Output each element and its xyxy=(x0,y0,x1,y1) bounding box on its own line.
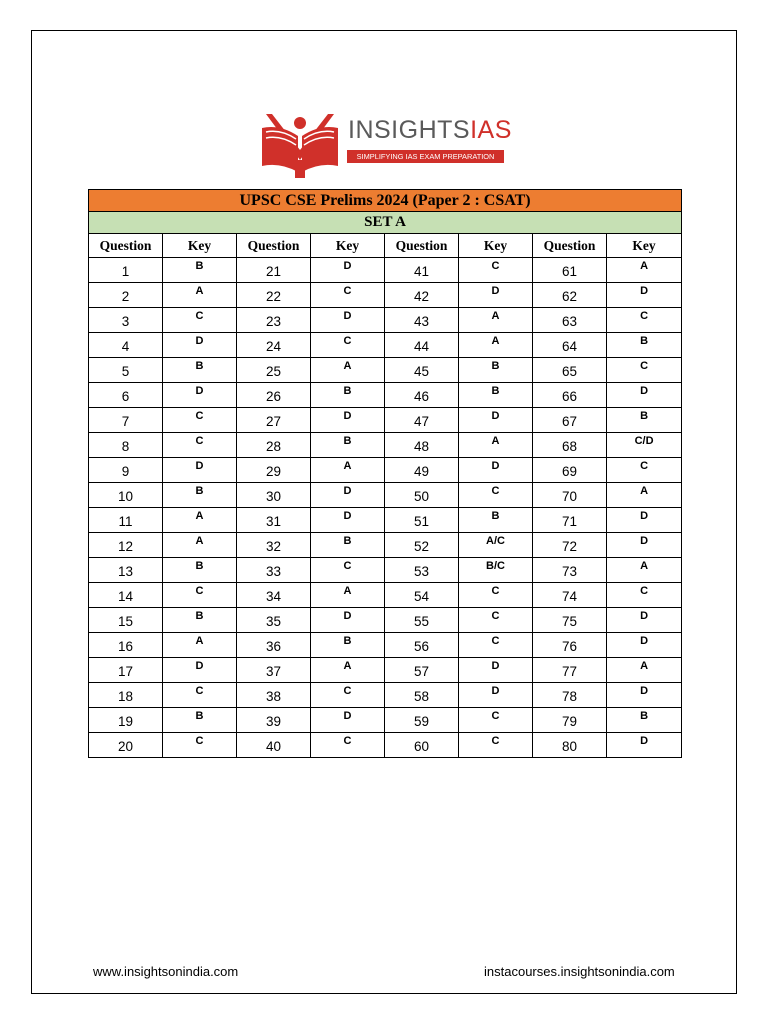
answer-key-cell: C xyxy=(163,433,237,458)
question-number-cell: 5 xyxy=(89,358,163,383)
answer-key-cell: C xyxy=(607,358,682,383)
question-number-cell: 26 xyxy=(237,383,311,408)
question-number-cell: 68 xyxy=(533,433,607,458)
column-header: Question xyxy=(237,234,311,258)
table-row xyxy=(89,408,682,433)
brand-tagline: SIMPLIFYING IAS EXAM PREPARATION xyxy=(347,150,504,163)
question-number-cell: 56 xyxy=(385,633,459,658)
answer-key-cell: D xyxy=(311,308,385,333)
table-row xyxy=(89,483,682,508)
question-number-cell: 55 xyxy=(385,608,459,633)
answer-key-cell: C xyxy=(311,558,385,583)
answer-key-cell: C xyxy=(459,633,533,658)
column-header: Key xyxy=(163,234,237,258)
answer-key-cell: B xyxy=(311,533,385,558)
answer-key-cell: D xyxy=(163,458,237,483)
question-number-cell: 43 xyxy=(385,308,459,333)
answer-key-cell: A xyxy=(163,283,237,308)
answer-key-cell: C xyxy=(459,608,533,633)
question-number-cell: 37 xyxy=(237,658,311,683)
answer-key-cell: C xyxy=(311,683,385,708)
answer-key-cell: D xyxy=(311,408,385,433)
answer-key-cell: A xyxy=(311,658,385,683)
question-number-cell: 63 xyxy=(533,308,607,333)
answer-key-cell: B/C xyxy=(459,558,533,583)
answer-key-cell: D xyxy=(311,608,385,633)
answer-key-cell: A xyxy=(163,508,237,533)
answer-key-cell: C xyxy=(607,458,682,483)
answer-key-cell: A xyxy=(163,633,237,658)
question-number-cell: 75 xyxy=(533,608,607,633)
answer-key-cell: B xyxy=(163,358,237,383)
question-number-cell: 71 xyxy=(533,508,607,533)
question-number-cell: 46 xyxy=(385,383,459,408)
answer-key-cell: A xyxy=(163,533,237,558)
question-number-cell: 32 xyxy=(237,533,311,558)
answer-key-cell: D xyxy=(459,683,533,708)
question-number-cell: 49 xyxy=(385,458,459,483)
answer-key-cell: B xyxy=(459,383,533,408)
column-header: Question xyxy=(385,234,459,258)
question-number-cell: 11 xyxy=(89,508,163,533)
answer-key-cell: A xyxy=(607,483,682,508)
question-number-cell: 77 xyxy=(533,658,607,683)
answer-key-cell: A xyxy=(607,558,682,583)
table-row xyxy=(89,683,682,708)
header-row xyxy=(89,234,682,258)
table-row xyxy=(89,358,682,383)
answer-key-cell: B xyxy=(163,258,237,283)
question-number-cell: 78 xyxy=(533,683,607,708)
answer-key-cell: C xyxy=(163,683,237,708)
column-header: Question xyxy=(533,234,607,258)
question-number-cell: 69 xyxy=(533,458,607,483)
answer-key-cell: A xyxy=(459,433,533,458)
answer-key-cell: C xyxy=(311,333,385,358)
question-number-cell: 80 xyxy=(533,733,607,758)
answer-key-cell: D xyxy=(311,508,385,533)
answer-key-cell: D xyxy=(459,458,533,483)
table-row xyxy=(89,658,682,683)
answer-key-cell: A xyxy=(607,258,682,283)
question-number-cell: 40 xyxy=(237,733,311,758)
table-row xyxy=(89,558,682,583)
question-number-cell: 35 xyxy=(237,608,311,633)
question-number-cell: 73 xyxy=(533,558,607,583)
question-number-cell: 58 xyxy=(385,683,459,708)
answer-key-cell: C xyxy=(163,583,237,608)
question-number-cell: 38 xyxy=(237,683,311,708)
question-number-cell: 53 xyxy=(385,558,459,583)
question-number-cell: 16 xyxy=(89,633,163,658)
question-number-cell: 30 xyxy=(237,483,311,508)
question-number-cell: 74 xyxy=(533,583,607,608)
answer-key-cell: D xyxy=(311,483,385,508)
answer-key-cell: A/C xyxy=(459,533,533,558)
answer-key-cell: A xyxy=(459,333,533,358)
question-number-cell: 20 xyxy=(89,733,163,758)
question-number-cell: 23 xyxy=(237,308,311,333)
answer-key-cell: D xyxy=(607,608,682,633)
answer-key-cell: C xyxy=(607,583,682,608)
question-number-cell: 1 xyxy=(89,258,163,283)
answer-key-cell: B xyxy=(459,358,533,383)
answer-key-cell: D xyxy=(607,633,682,658)
question-number-cell: 62 xyxy=(533,283,607,308)
answer-key-cell: D xyxy=(163,333,237,358)
table-row xyxy=(89,258,682,283)
answer-key-cell: D xyxy=(607,508,682,533)
table-row xyxy=(89,433,682,458)
question-number-cell: 31 xyxy=(237,508,311,533)
table-row xyxy=(89,383,682,408)
brand-name-red: IAS xyxy=(470,116,512,144)
question-number-cell: 4 xyxy=(89,333,163,358)
table-row xyxy=(89,458,682,483)
insightsias-logo xyxy=(258,110,518,180)
question-number-cell: 64 xyxy=(533,333,607,358)
table-row xyxy=(89,308,682,333)
answer-key-cell: C xyxy=(311,283,385,308)
question-number-cell: 50 xyxy=(385,483,459,508)
question-number-cell: 15 xyxy=(89,608,163,633)
answer-key-cell: C xyxy=(459,733,533,758)
question-number-cell: 67 xyxy=(533,408,607,433)
answer-key-cell: D xyxy=(607,733,682,758)
question-number-cell: 22 xyxy=(237,283,311,308)
table-row xyxy=(89,283,682,308)
answer-key-cell: D xyxy=(163,383,237,408)
question-number-cell: 54 xyxy=(385,583,459,608)
answer-key-cell: C xyxy=(459,583,533,608)
set-label: SET A xyxy=(89,212,682,234)
table-row xyxy=(89,508,682,533)
question-number-cell: 34 xyxy=(237,583,311,608)
column-header: Question xyxy=(89,234,163,258)
question-number-cell: 29 xyxy=(237,458,311,483)
question-number-cell: 6 xyxy=(89,383,163,408)
column-header: Key xyxy=(459,234,533,258)
answer-key-table xyxy=(88,189,682,758)
table-row xyxy=(89,708,682,733)
answer-key-cell: A xyxy=(311,358,385,383)
table-row xyxy=(89,608,682,633)
question-number-cell: 25 xyxy=(237,358,311,383)
question-number-cell: 7 xyxy=(89,408,163,433)
question-number-cell: 47 xyxy=(385,408,459,433)
table-row xyxy=(89,533,682,558)
answer-key-cell: B xyxy=(163,708,237,733)
answer-key-cell: D xyxy=(311,258,385,283)
answer-key-cell: B xyxy=(459,508,533,533)
answer-key-cell: A xyxy=(311,583,385,608)
question-number-cell: 79 xyxy=(533,708,607,733)
answer-key-cell: B xyxy=(163,558,237,583)
question-number-cell: 33 xyxy=(237,558,311,583)
answer-key-cell: C/D xyxy=(607,433,682,458)
question-number-cell: 14 xyxy=(89,583,163,608)
question-number-cell: 76 xyxy=(533,633,607,658)
answer-key-cell: D xyxy=(163,658,237,683)
question-number-cell: 65 xyxy=(533,358,607,383)
answer-key-cell: C xyxy=(163,408,237,433)
question-number-cell: 59 xyxy=(385,708,459,733)
answer-key-cell: B xyxy=(311,433,385,458)
question-number-cell: 13 xyxy=(89,558,163,583)
answer-key-cell: A xyxy=(607,658,682,683)
brand-name xyxy=(348,118,512,143)
answer-key-cell: D xyxy=(459,283,533,308)
answer-key-cell: B xyxy=(311,633,385,658)
answer-key-cell: D xyxy=(607,283,682,308)
question-number-cell: 51 xyxy=(385,508,459,533)
question-number-cell: 70 xyxy=(533,483,607,508)
question-number-cell: 72 xyxy=(533,533,607,558)
answer-key-cell: B xyxy=(607,708,682,733)
answer-key-cell: C xyxy=(607,308,682,333)
answer-key-cell: D xyxy=(311,708,385,733)
answer-key-cell: D xyxy=(607,383,682,408)
question-number-cell: 21 xyxy=(237,258,311,283)
answer-key-cell: B xyxy=(607,333,682,358)
question-number-cell: 9 xyxy=(89,458,163,483)
question-number-cell: 45 xyxy=(385,358,459,383)
table-row xyxy=(89,583,682,608)
answer-key-cell: B xyxy=(311,383,385,408)
question-number-cell: 24 xyxy=(237,333,311,358)
answer-key-cell: B xyxy=(607,408,682,433)
answer-key-cell: D xyxy=(459,658,533,683)
footer-website-link[interactable]: www.insightsonindia.com xyxy=(93,964,239,979)
table-title: UPSC CSE Prelims 2024 (Paper 2 : CSAT) xyxy=(89,190,682,212)
answer-key-cell: B xyxy=(163,483,237,508)
answer-key-cell: A xyxy=(311,458,385,483)
question-number-cell: 57 xyxy=(385,658,459,683)
answer-key-cell: D xyxy=(607,683,682,708)
question-number-cell: 8 xyxy=(89,433,163,458)
question-number-cell: 60 xyxy=(385,733,459,758)
question-number-cell: 66 xyxy=(533,383,607,408)
table-row xyxy=(89,333,682,358)
answer-key-cell: A xyxy=(459,308,533,333)
question-number-cell: 36 xyxy=(237,633,311,658)
answer-key-cell: C xyxy=(163,733,237,758)
question-number-cell: 42 xyxy=(385,283,459,308)
answer-key-cell: D xyxy=(607,533,682,558)
question-number-cell: 41 xyxy=(385,258,459,283)
column-header: Key xyxy=(607,234,682,258)
answer-key-cell: C xyxy=(459,258,533,283)
answer-key-cell: C xyxy=(459,708,533,733)
question-number-cell: 39 xyxy=(237,708,311,733)
question-number-cell: 2 xyxy=(89,283,163,308)
question-number-cell: 12 xyxy=(89,533,163,558)
question-number-cell: 19 xyxy=(89,708,163,733)
question-number-cell: 10 xyxy=(89,483,163,508)
question-number-cell: 3 xyxy=(89,308,163,333)
answer-key-cell: C xyxy=(163,308,237,333)
table-row xyxy=(89,633,682,658)
question-number-cell: 52 xyxy=(385,533,459,558)
question-number-cell: 48 xyxy=(385,433,459,458)
question-number-cell: 27 xyxy=(237,408,311,433)
question-number-cell: 61 xyxy=(533,258,607,283)
brand-name-gray: INSIGHTS xyxy=(348,116,471,144)
answer-key-cell: C xyxy=(459,483,533,508)
question-number-cell: 18 xyxy=(89,683,163,708)
answer-key-cell: B xyxy=(163,608,237,633)
footer-courses-link[interactable]: instacourses.insightsonindia.com xyxy=(484,964,675,979)
question-number-cell: 17 xyxy=(89,658,163,683)
column-header: Key xyxy=(311,234,385,258)
answer-key-cell: C xyxy=(311,733,385,758)
table-row xyxy=(89,733,682,758)
question-number-cell: 28 xyxy=(237,433,311,458)
question-number-cell: 44 xyxy=(385,333,459,358)
answer-key-cell: D xyxy=(459,408,533,433)
book-reader-icon xyxy=(258,110,342,180)
